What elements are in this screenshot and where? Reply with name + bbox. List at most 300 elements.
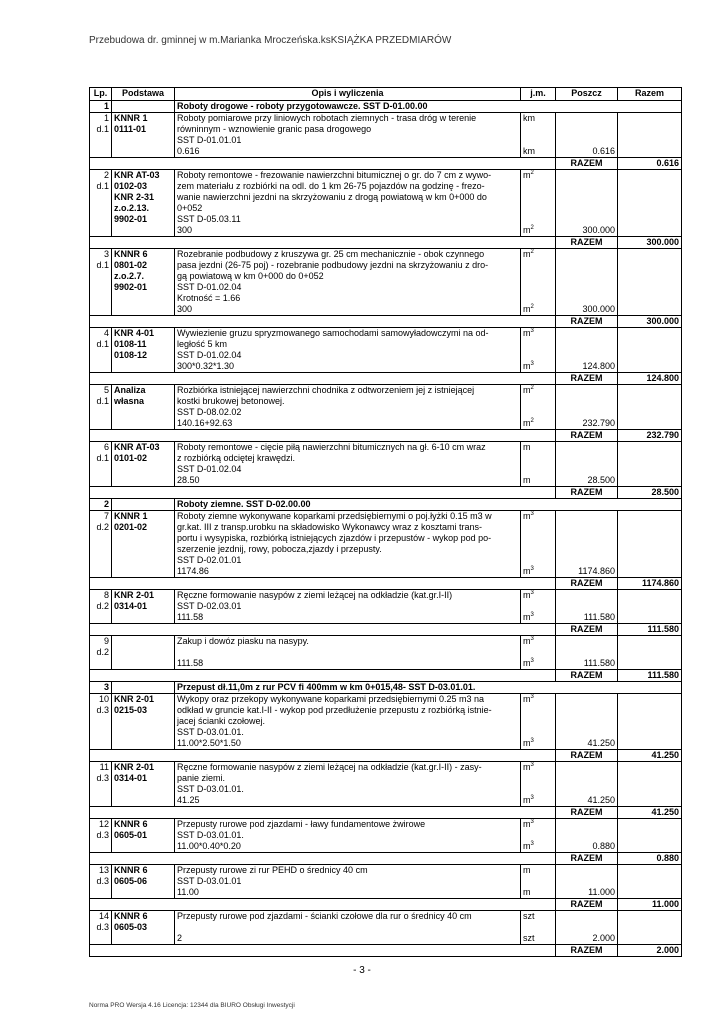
sum-spacer [90,578,112,590]
sum-spacer [112,158,175,170]
unit-top [523,170,553,181]
item-partial [556,113,618,158]
sum-spacer [175,899,521,911]
description-line: równinnym - wznowienie granic pasa drogowego [177,124,372,134]
unit-bottom [523,612,534,623]
description-line: gr.kat. III z transp.urobku na składowisko Wykonawcy wraz z kosztami trans- [177,522,483,532]
item-partial [556,442,618,487]
sum-row [90,316,682,328]
item-description [175,511,521,578]
description-line: SST D-03.01.01. [177,830,244,840]
unit-top [523,865,553,876]
col-lp: Lp. [90,88,112,101]
unit-top [523,113,553,124]
unit-exponent: 2 [530,385,534,391]
description-line: Roboty ziemne wykonywane koparkami przedsiębiernymi o poj.łyżki 0.15 m3 w [177,511,492,521]
item-total-empty [618,911,682,945]
unit-text: m [523,361,531,371]
base-code: 0215-03 [114,705,148,715]
base-code: KNR AT-03 [114,442,160,452]
sum-value: 232.790 [618,430,682,442]
partial-value: 111.580 [583,658,615,668]
sum-spacer [112,807,175,819]
sum-spacer [90,945,112,957]
unit-exponent: 3 [530,841,534,847]
item-description [175,249,521,316]
item-unit [521,249,556,316]
item-row [90,249,682,316]
description-line: SST D-05.03.11 [177,214,241,224]
sum-value: 11.000 [618,899,682,911]
item-base [112,819,175,853]
item-number [90,865,112,899]
unit-bottom [523,738,534,749]
item-row [90,511,682,578]
calculation: 2 [177,933,183,943]
unit-text: km [523,146,535,156]
item-description [175,819,521,853]
unit-exponent: 3 [530,762,534,768]
base-code: 0801-02 [114,260,148,270]
item-number [90,328,112,373]
item-total-empty [618,511,682,578]
sum-spacer [521,237,556,249]
partial-value: 11.000 [588,887,615,897]
item-base [112,865,175,899]
description-line: SST D-03.01.01. [177,784,244,794]
item-partial [556,249,618,316]
item-base [112,511,175,578]
partial-value: 41.250 [587,738,615,748]
item-unit [521,385,556,430]
sum-spacer [112,578,175,590]
base-code: 0108-11 [114,339,147,349]
partial-value: 28.500 [587,475,615,485]
item-total-empty [618,636,682,670]
item-base [112,694,175,750]
sum-spacer [90,316,112,328]
section-base [112,499,175,511]
sum-row [90,670,682,682]
description-line: Przepusty rurowe pod zjazdami - ścianki czołowe dla rur o średnicy 40 cm [177,911,472,921]
item-row [90,636,682,670]
sum-spacer [175,487,521,499]
page-number: - 3 - [353,965,371,976]
item-base [112,170,175,237]
item-number [90,636,112,670]
item-base [112,328,175,373]
partial-value: 0.616 [592,146,615,156]
description-line: kostki brukowej betonowej. [177,396,285,406]
item-row [90,762,682,807]
sum-spacer [90,430,112,442]
item-row [90,590,682,624]
sum-value: 111.580 [618,624,682,636]
item-unit [521,911,556,945]
calculation: 41.25 [177,795,200,805]
estimate-table [89,87,682,957]
unit-top [523,442,553,453]
sum-label: RAZEM [556,578,618,590]
unit-text: m [523,819,531,829]
sum-spacer [90,237,112,249]
col-jm: j.m. [521,88,556,101]
unit-exponent: 3 [530,328,534,334]
item-description [175,328,521,373]
unit-text: m [523,385,531,395]
unit-text: m [523,636,531,646]
description-line: SST D-03.01.01. [177,727,244,737]
unit-text: m [523,694,531,704]
item-index: 9 [103,636,109,646]
sum-spacer [521,487,556,499]
sum-spacer [175,624,521,636]
sum-label: RAZEM [556,670,618,682]
table-header-row [90,88,682,101]
col-opis: Opis i wyliczenia [175,88,521,101]
description-line: Przepusty rurowe pod zjazdami - ławy fundamentowe żwirowe [177,819,426,829]
item-section-ref: d.1 [96,453,109,463]
sum-spacer [521,430,556,442]
item-section-ref: d.2 [96,522,109,532]
unit-bottom [523,225,534,236]
description-line [177,647,518,658]
sum-spacer [521,807,556,819]
unit-text: m [523,170,531,180]
unit-top [523,694,553,705]
unit-bottom [523,146,535,157]
item-partial [556,911,618,945]
sum-spacer [175,158,521,170]
item-row [90,865,682,899]
item-total-empty [618,170,682,237]
description-line: SST D-01.02.04 [177,350,242,360]
item-unit [521,636,556,670]
base-code: KNR 2-01 [114,590,155,600]
item-section-ref: d.1 [96,181,109,191]
section-title: Roboty drogowe - roboty przygotowawcze. SST D-01.00.00 [175,101,682,113]
description-line: SST D-02.03.01 [177,601,242,611]
item-partial [556,865,618,899]
col-razem: Razem [618,88,682,101]
item-description [175,694,521,750]
unit-bottom [523,795,534,806]
item-base [112,911,175,945]
sum-value: 41.250 [618,750,682,762]
item-row [90,911,682,945]
item-row [90,442,682,487]
item-number [90,249,112,316]
sum-label: RAZEM [556,316,618,328]
sum-label: RAZEM [556,487,618,499]
section-title: Roboty ziemne. SST D-02.00.00 [175,499,682,511]
sum-spacer [90,750,112,762]
item-index: 10 [98,694,109,704]
sum-spacer [90,853,112,865]
partial-value: 0.880 [592,841,615,851]
unit-top [523,762,553,773]
item-unit [521,694,556,750]
sum-spacer [521,670,556,682]
unit-exponent: 3 [530,819,534,825]
item-number [90,819,112,853]
sum-row [90,853,682,865]
description-line: Roboty pomiarowe przy liniowych robotach ziemnych - trasa dróg w terenie [177,113,477,123]
description-line: z rozbiórką odciętej krawędzi. [177,453,296,463]
unit-text: m [523,442,531,452]
description-line: szerzenie jezdnij, rowy, pobocza,zjazdy i przepusty. [177,544,382,554]
item-index: 13 [98,865,109,875]
sum-spacer [521,373,556,385]
base-code: 0108-12 [114,350,148,360]
sum-row [90,807,682,819]
unit-text: m [523,511,531,521]
calculation: 11.00*0.40*0.20 [177,841,241,851]
calculation: 300 [177,304,193,314]
description-line: SST D-01.01.01 [177,135,242,145]
unit-exponent: 3 [530,612,534,618]
sum-spacer [112,487,175,499]
item-partial [556,819,618,853]
item-total-empty [618,694,682,750]
item-section-ref: d.1 [96,124,109,134]
sum-spacer [521,578,556,590]
unit-text: szt [523,933,535,943]
item-unit [521,762,556,807]
item-section-ref: d.1 [96,339,109,349]
item-description [175,385,521,430]
item-section-ref: d.3 [96,922,109,932]
sum-value: 0.616 [618,158,682,170]
calculation: 11.00*2.50*1.50 [177,738,241,748]
base-code: KNR 2-01 [114,762,155,772]
base-code: KNR 2-01 [114,694,155,704]
base-code: KNNR 6 [114,249,148,259]
sum-row [90,237,682,249]
item-partial [556,762,618,807]
sum-label: RAZEM [556,373,618,385]
sum-spacer [90,373,112,385]
item-row [90,113,682,158]
item-description [175,442,521,487]
sum-spacer [175,750,521,762]
sum-spacer [175,373,521,385]
base-code: 9902-01 [114,282,148,292]
table-body [90,101,682,957]
item-number [90,442,112,487]
description-line: Wywiezienie gruzu spryzmowanego samochodami samowyładowczymi na od- [177,328,489,338]
item-section-ref: d.1 [96,396,109,406]
calculation: 1174.86 [177,566,209,576]
sum-row [90,624,682,636]
item-section-ref: d.2 [96,647,109,657]
sum-row [90,945,682,957]
item-index: 3 [103,249,109,259]
item-section-ref: d.3 [96,773,109,783]
unit-text: m [523,658,531,668]
sum-spacer [521,158,556,170]
item-partial [556,511,618,578]
unit-text: m [523,418,531,428]
item-base [112,590,175,624]
sum-spacer [112,373,175,385]
calculation: 300 [177,225,193,235]
item-index: 6 [103,442,109,452]
base-code: 9902-01 [114,214,148,224]
unit-text: m [523,328,531,338]
unit-exponent: 3 [530,636,534,642]
base-code: z.o.2.13. [114,203,150,213]
item-section-ref: d.3 [96,705,109,715]
unit-exponent: 3 [530,694,534,700]
sum-spacer [175,807,521,819]
sum-spacer [175,316,521,328]
item-section-ref: d.3 [96,830,109,840]
unit-exponent: 3 [530,566,534,572]
sum-spacer [175,430,521,442]
sum-spacer [112,945,175,957]
col-podstawa: Podstawa [112,88,175,101]
description-line [177,922,518,933]
item-row [90,694,682,750]
base-code: 0101-02 [114,453,148,463]
unit-bottom [523,361,534,372]
item-partial [556,170,618,237]
sum-spacer [90,899,112,911]
calculation: 111.58 [177,612,204,622]
description-line: zem materiału z rozbiórki na odl. do 1 km 26-75 pojazdów na godzinę - frezo- [177,181,485,191]
sum-label: RAZEM [556,853,618,865]
item-unit [521,442,556,487]
sum-value: 300.000 [618,237,682,249]
item-description [175,911,521,945]
description-line: SST D-02.01.01 [177,555,242,565]
sum-spacer [175,945,521,957]
item-row [90,328,682,373]
item-number [90,170,112,237]
description-line: Krotność = 1.66 [177,293,241,303]
sum-row [90,578,682,590]
unit-text: m [523,249,531,259]
item-description [175,113,521,158]
sum-value: 41.250 [618,807,682,819]
base-code: 0605-03 [114,922,148,932]
item-base [112,113,175,158]
item-total-empty [618,442,682,487]
unit-top [523,636,553,647]
section-base [112,682,175,694]
col-poszcz: Poszcz [556,88,618,101]
item-number [90,694,112,750]
item-total-empty [618,328,682,373]
base-code: KNR AT-03 [114,170,160,180]
unit-bottom [523,418,534,429]
partial-value: 1174.860 [578,566,615,576]
item-index: 14 [98,911,109,921]
item-number [90,511,112,578]
sum-label: RAZEM [556,750,618,762]
description-line: gą powiatową w km 0+000 do 0+052 [177,271,324,281]
item-number [90,113,112,158]
item-number [90,762,112,807]
description-line: wanie nawierzchni jezdni na skrzyżowaniu z drogą powiatową w km 0+000 do [177,192,487,202]
item-total-empty [618,865,682,899]
base-code: 0111-01 [114,124,147,134]
item-description [175,170,521,237]
unit-text: m [523,841,531,851]
sum-spacer [175,578,521,590]
unit-text: m [523,225,531,235]
base-code: KNR 2-31 [114,192,155,202]
sum-value: 0.880 [618,853,682,865]
base-code: Analiza [114,385,146,395]
unit-text: m [523,612,531,622]
partial-value: 300.000 [582,225,615,235]
item-description [175,762,521,807]
base-code: 0201-02 [114,522,148,532]
sum-label: RAZEM [556,899,618,911]
sum-spacer [521,899,556,911]
base-code: 0605-01 [114,830,148,840]
unit-exponent: 2 [530,170,534,176]
description-line: Rozebranie podbudowy z kruszywa gr. 25 cm mechanicznie - obok czynnego [177,249,485,259]
sum-label: RAZEM [556,237,618,249]
document-header: Przebudowa dr. gminnej w m.Marianka Mroczeńska.ksKSIĄŻKA PRZEDMIARÓW [89,35,452,46]
partial-value: 41.250 [587,795,615,805]
item-row [90,385,682,430]
item-base [112,636,175,670]
sum-spacer [112,670,175,682]
unit-bottom [523,841,534,852]
item-partial [556,590,618,624]
sum-label: RAZEM [556,807,618,819]
unit-text: km [523,113,535,123]
description-line: Zakup i dowóz piasku na nasypy. [177,636,309,646]
unit-exponent: 3 [530,511,534,517]
sum-spacer [521,853,556,865]
sum-spacer [521,316,556,328]
sum-value: 1174.860 [618,578,682,590]
unit-text: szt [523,911,535,921]
item-section-ref: d.1 [96,260,109,270]
sum-row [90,430,682,442]
unit-exponent: 2 [530,418,534,424]
sum-label: RAZEM [556,945,618,957]
item-section-ref: d.2 [96,601,109,611]
unit-top [523,911,553,922]
calculation: 300*0.32*1.30 [177,361,235,371]
sum-label: RAZEM [556,430,618,442]
unit-text: m [523,865,531,875]
item-unit [521,819,556,853]
sum-spacer [90,487,112,499]
sum-spacer [112,899,175,911]
base-code: KNNR 6 [114,911,148,921]
base-code: 0102-03 [114,181,148,191]
unit-exponent: 3 [530,590,534,596]
sum-spacer [112,853,175,865]
sum-spacer [112,237,175,249]
base-code: KNNR 6 [114,865,148,875]
unit-text: m [523,795,531,805]
unit-text: m [523,566,531,576]
item-number [90,385,112,430]
unit-top [523,328,553,339]
section-base [112,101,175,113]
base-code: 0314-01 [114,773,148,783]
item-total-empty [618,113,682,158]
description-line: Przepusty rurowe zi rur PEHD o średnicy 40 cm [177,865,368,875]
